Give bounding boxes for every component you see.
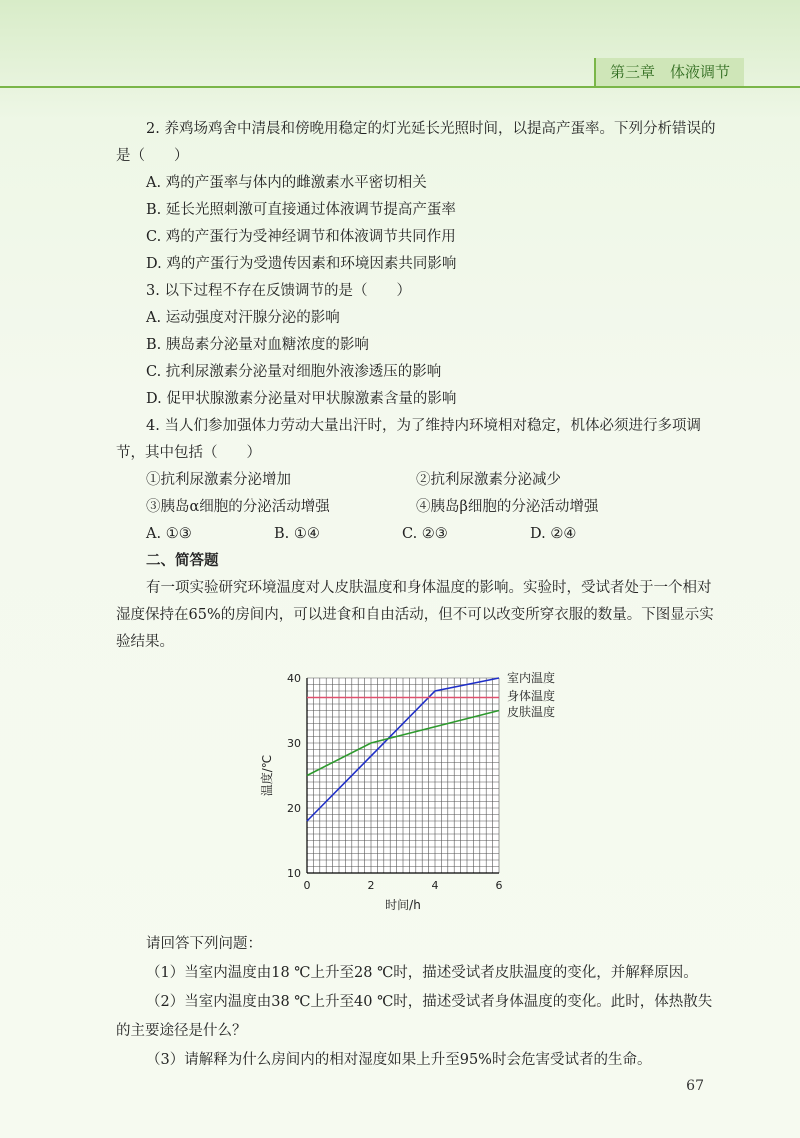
q3-stem: 3. 以下过程不存在反馈调节的是（ ） — [146, 283, 411, 299]
q3-option-d: D. 促甲状腺激素分泌量对甲状腺激素含量的影响 — [146, 391, 457, 407]
question-3: （3）请解释为什么房间内的相对湿度如果上升至95%时会危害受试者的生命。 — [146, 1052, 652, 1068]
header-rule — [0, 86, 800, 88]
section-intro: 有一项实验研究环境温度对人皮肤温度和身体温度的影响。实验时，受试者处于一个相对湿度保持在65%的房间内，可以进食和自由活动，但不可以改变所穿衣服的数量。下图显示实验结果。 — [116, 580, 714, 650]
section-title: 二、简答题 — [146, 553, 219, 569]
y-tick-label: 20 — [287, 802, 301, 815]
x-tick-label: 0 — [303, 879, 311, 892]
q4-choices — [116, 521, 716, 548]
q3-option-c: C. 抗利尿激素分泌量对细胞外液渗透压的影响 — [146, 364, 442, 380]
q4-items-row2 — [116, 494, 716, 521]
q3-option-a: A. 运动强度对汗腺分泌的影响 — [146, 310, 340, 326]
main-content — [116, 116, 716, 656]
q4-stem: 4. 当人们参加强体力劳动大量出汗时，为了维持内环境相对稳定，机体必须进行多项调节，其中包括（ ） — [116, 418, 701, 461]
q4-choice-a: A. ①③ — [146, 526, 192, 542]
q4-item-2: ②抗利尿激素分泌减少 — [416, 472, 561, 488]
x-tick-label: 4 — [431, 879, 439, 892]
q4-choice-b: B. ①④ — [274, 526, 320, 542]
q4-item-4: ④胰岛β细胞的分泌活动增强 — [416, 499, 599, 515]
question-2: （2）当室内温度由38 ℃上升至40 ℃时，描述受试者身体温度的变化。此时，体热散失的主要途径是什么？ — [116, 994, 713, 1039]
questions-lead: 请回答下列问题： — [146, 936, 262, 952]
series-label-1: 室内温度 — [507, 671, 556, 685]
chapter-header: 第三章 体液调节 — [594, 58, 744, 86]
chart-svg — [255, 668, 585, 918]
q4-item-3: ③胰岛α细胞的分泌活动增强 — [146, 499, 330, 515]
q2-option-d: D. 鸡的产蛋行为受遗传因素和环境因素共同影响 — [146, 256, 457, 272]
q2-option-a: A. 鸡的产蛋率与体内的雌激素水平密切相关 — [146, 175, 427, 191]
y-tick-label: 40 — [287, 672, 301, 685]
q4-choice-d: D. ②④ — [530, 526, 577, 542]
y-axis-label: 温度/℃ — [260, 754, 274, 797]
page-number: 67 — [686, 1078, 704, 1094]
q2-stem: 2. 养鸡场鸡舍中清晨和傍晚用稳定的灯光延长光照时间，以提高产蛋率。下列分析错误的是（ ） — [116, 121, 716, 164]
q2-option-c: C. 鸡的产蛋行为受神经调节和体液调节共同作用 — [146, 229, 456, 245]
question-1: （1）当室内温度由18 ℃上升至28 ℃时，描述受试者皮肤温度的变化，并解释原因。 — [146, 965, 698, 981]
q3-option-b: B. 胰岛素分泌量对血糖浓度的影响 — [146, 337, 369, 353]
q4-items-row1 — [116, 467, 716, 494]
y-tick-label: 10 — [287, 867, 301, 880]
q2-option-b: B. 延长光照刺激可直接通过体液调节提高产蛋率 — [146, 202, 456, 218]
questions-block — [116, 930, 716, 1075]
x-tick-label: 2 — [367, 879, 375, 892]
x-axis-label: 时间/h — [385, 898, 421, 912]
q4-item-1: ①抗利尿激素分泌增加 — [146, 472, 291, 488]
series-label-3: 皮肤温度 — [507, 705, 556, 719]
q4-choice-c: C. ②③ — [402, 526, 448, 542]
x-tick-label: 6 — [495, 879, 503, 892]
series-label-2: 身体温度 — [507, 689, 556, 703]
y-tick-label: 30 — [287, 737, 301, 750]
temperature-chart — [255, 668, 585, 918]
